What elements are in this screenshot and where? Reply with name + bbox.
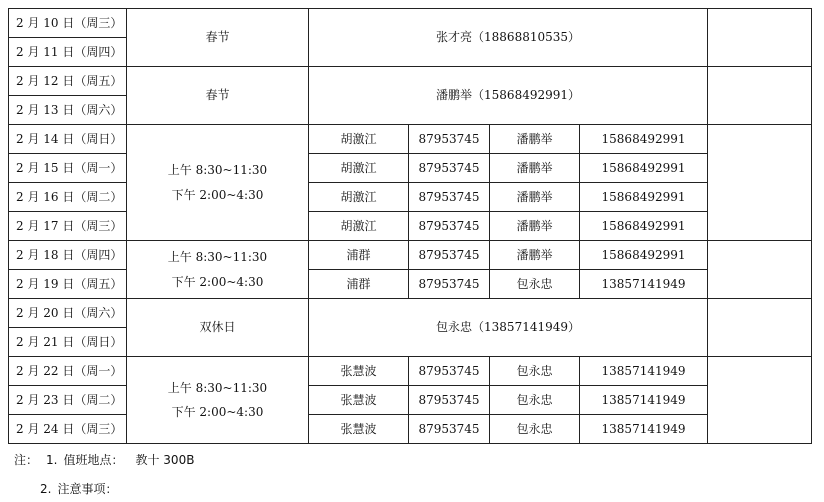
afternoon-hours: 下午 2:00~4:30 <box>171 187 264 202</box>
leader-name: 潘鹏举 <box>490 183 580 212</box>
afternoon-hours: 下午 2:00~4:30 <box>171 405 264 419</box>
afternoon-hours: 下午 2:00~4:30 <box>171 274 264 289</box>
remarks-cell <box>708 241 812 299</box>
leader-phone: 13857141949 <box>580 357 708 386</box>
table-row <box>9 357 812 386</box>
leader-name: 潘鹏举 <box>490 241 580 270</box>
date-cell: 2 月 21 日（周日） <box>9 328 127 357</box>
staff-phone: 87953745 <box>409 386 490 415</box>
date-cell: 2 月 12 日（周五） <box>9 67 127 96</box>
note-value: 教十 300B <box>135 453 195 467</box>
note-precautions <box>40 480 117 497</box>
office-hours <box>127 125 309 241</box>
on-duty-contact: 张才亮（18868810535） <box>309 9 708 67</box>
staff-name: 胡激江 <box>309 183 409 212</box>
leader-phone: 15868492991 <box>580 212 708 241</box>
staff-phone: 87953745 <box>409 270 490 299</box>
note-label: 注意事项： <box>57 482 118 496</box>
leader-name: 包永忠 <box>490 270 580 299</box>
staff-phone: 87953745 <box>409 154 490 183</box>
staff-name: 张慧波 <box>309 386 409 415</box>
office-hours <box>127 357 309 444</box>
staff-name: 胡激江 <box>309 212 409 241</box>
office-hours <box>127 241 309 299</box>
staff-name: 胡激江 <box>309 154 409 183</box>
staff-name: 胡激江 <box>309 125 409 154</box>
leader-name: 包永忠 <box>490 386 580 415</box>
note-prefix: 注： <box>14 453 39 467</box>
staff-phone: 87953745 <box>409 357 490 386</box>
leader-name: 潘鹏举 <box>490 125 580 154</box>
table-row <box>9 299 812 328</box>
staff-phone: 87953745 <box>409 212 490 241</box>
leader-phone: 15868492991 <box>580 125 708 154</box>
staff-phone: 87953745 <box>409 125 490 154</box>
leader-name: 潘鹏举 <box>490 154 580 183</box>
note-duty-location <box>14 451 194 468</box>
note-label: 值班地点： <box>63 453 124 467</box>
leader-name: 包永忠 <box>490 415 580 444</box>
morning-hours: 上午 8:30~11:30 <box>167 250 268 265</box>
date-cell: 2 月 18 日（周四） <box>9 241 127 270</box>
leader-name: 包永忠 <box>490 357 580 386</box>
leader-phone: 15868492991 <box>580 183 708 212</box>
date-cell: 2 月 10 日（周三） <box>9 9 127 38</box>
leader-name: 潘鹏举 <box>490 212 580 241</box>
table-row <box>9 241 812 270</box>
on-duty-contact: 潘鹏举（15868492991） <box>309 67 708 125</box>
staff-phone: 87953745 <box>409 415 490 444</box>
date-cell: 2 月 20 日（周六） <box>9 299 127 328</box>
duty-schedule-table <box>8 8 812 444</box>
remarks-cell <box>708 125 812 241</box>
remarks-cell <box>708 357 812 444</box>
leader-phone: 13857141949 <box>580 386 708 415</box>
period-label: 春节 <box>127 67 309 125</box>
staff-name: 张慧波 <box>309 357 409 386</box>
note-number: 2. <box>40 482 52 496</box>
period-label: 春节 <box>127 9 309 67</box>
on-duty-contact: 包永忠（13857141949） <box>309 299 708 357</box>
period-label: 双休日 <box>127 299 309 357</box>
table-row <box>9 125 812 154</box>
table-row <box>9 67 812 96</box>
date-cell: 2 月 17 日（周三） <box>9 212 127 241</box>
date-cell: 2 月 16 日（周二） <box>9 183 127 212</box>
morning-hours: 上午 8:30~11:30 <box>167 380 268 395</box>
leader-phone: 13857141949 <box>580 415 708 444</box>
staff-phone: 87953745 <box>409 183 490 212</box>
staff-name: 浦群 <box>309 270 409 299</box>
date-cell: 2 月 14 日（周日） <box>9 125 127 154</box>
date-cell: 2 月 23 日（周二） <box>9 386 127 415</box>
date-cell: 2 月 11 日（周四） <box>9 38 127 67</box>
morning-hours: 上午 8:30~11:30 <box>167 163 268 178</box>
date-cell: 2 月 22 日（周一） <box>9 357 127 386</box>
date-cell: 2 月 13 日（周六） <box>9 96 127 125</box>
leader-phone: 13857141949 <box>580 270 708 299</box>
staff-phone: 87953745 <box>409 241 490 270</box>
remarks-cell <box>708 67 812 125</box>
date-cell: 2 月 15 日（周一） <box>9 154 127 183</box>
remarks-cell <box>708 299 812 357</box>
date-cell: 2 月 24 日（周三） <box>9 415 127 444</box>
date-cell: 2 月 19 日（周五） <box>9 270 127 299</box>
leader-phone: 15868492991 <box>580 241 708 270</box>
staff-name: 浦群 <box>309 241 409 270</box>
remarks-cell <box>708 9 812 67</box>
leader-phone: 15868492991 <box>580 154 708 183</box>
note-number: 1. <box>46 453 58 467</box>
table-row <box>9 9 812 38</box>
staff-name: 张慧波 <box>309 415 409 444</box>
